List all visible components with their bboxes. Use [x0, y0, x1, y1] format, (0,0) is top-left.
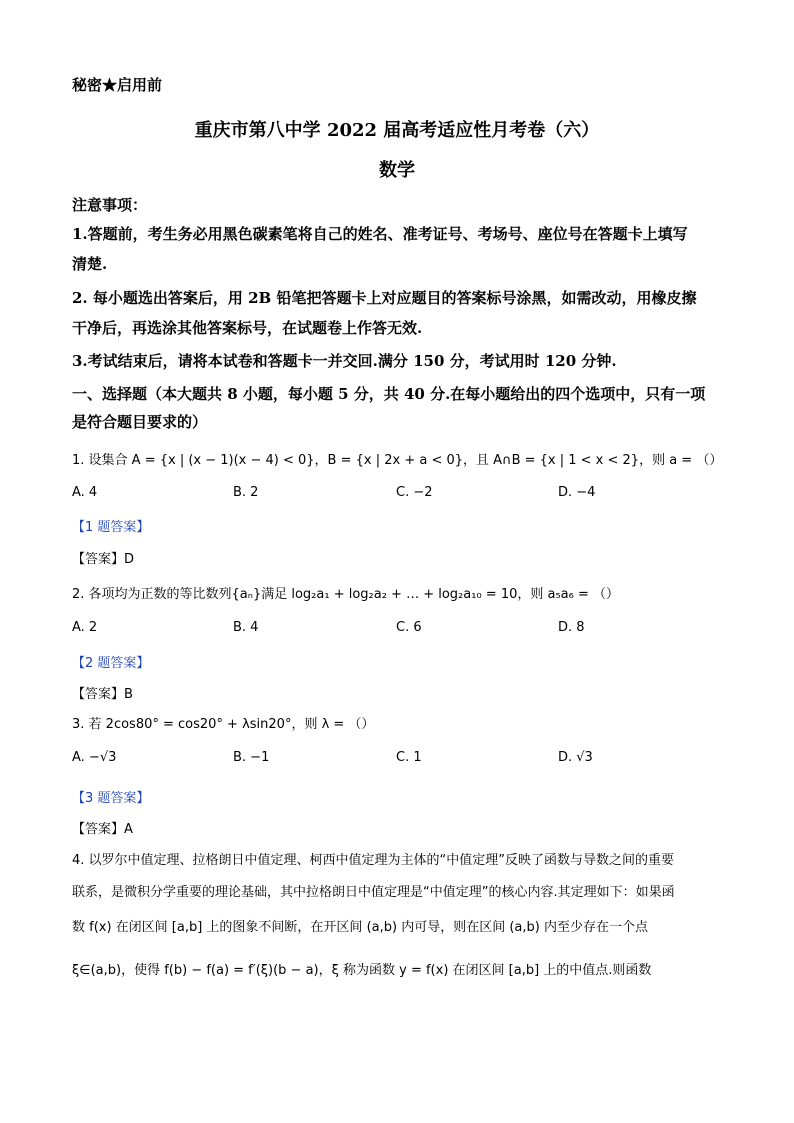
question-2-answer-tag: 【2 题答案】	[72, 656, 150, 671]
question-1-answer: 【答案】D	[72, 552, 135, 567]
question-2-option-a: A. 2	[72, 620, 98, 635]
question-1-option-a: A. 4	[72, 485, 98, 500]
section-heading-line-1: 一、选择题（本大题共 8 小题，每小题 5 分，共 40 分.在每小题给出的四个选项中，只有一项	[72, 385, 706, 403]
question-1-option-b: B. 2	[233, 485, 259, 500]
question-1-option-c: C. −2	[396, 485, 433, 500]
section-heading-line-2: 是符合题目要求的）	[72, 413, 208, 431]
secret-label: 秘密★启用前	[72, 76, 163, 94]
question-4-line-4: ξ∈(a,b)，使得 f(b) − f(a) = f′(ξ)(b − a)，ξ 称为函数 y = f(x) 在闭区间 [a,b] 上的中值点.则函数	[72, 963, 652, 978]
note-2-line-1: 2. 每小题选出答案后，用 2B 铅笔把答题卡上对应题目的答案标号涂黑，如需改动，用橡皮擦	[72, 289, 697, 307]
notes-heading: 注意事项：	[72, 196, 148, 214]
question-2-answer: 【答案】B	[72, 687, 133, 702]
note-1-line-2: 清楚.	[72, 255, 108, 273]
question-3-answer-tag: 【3 题答案】	[72, 791, 150, 806]
note-2-line-2: 干净后，再选涂其他答案标号，在试题卷上作答无效.	[72, 319, 423, 337]
question-3-stem: 3. 若 2cos80° = cos20° + λsin20°，则 λ = （）	[72, 717, 375, 732]
question-3-option-b: B. −1	[233, 750, 270, 765]
question-3-answer: 【答案】A	[72, 822, 133, 837]
page-title: 重庆市第八中学 2022 届高考适应性月考卷（六）	[194, 120, 600, 141]
note-3: 3.考试结束后，请将本试卷和答题卡一并交回.满分 150 分，考试用时 120 分钟.	[72, 352, 617, 370]
question-4-line-3: 数 f(x) 在闭区间 [a,b] 上的图象不间断，在开区间 (a,b) 内可导，则在区间 (a,b) 内至少存在一个点	[72, 920, 648, 935]
question-3-option-a: A. −√3	[72, 750, 117, 765]
question-1-stem: 1. 设集合 A = {x | (x − 1)(x − 4) < 0}，B = {x | 2x + a < 0}，且 A∩B = {x | 1 < x < 2}，则 a = （）	[72, 453, 723, 468]
question-3-option-d: D. √3	[558, 750, 593, 765]
question-3-option-c: C. 1	[396, 750, 422, 765]
question-1-option-d: D. −4	[558, 485, 596, 500]
question-4-line-1: 4. 以罗尔中值定理、拉格朗日中值定理、柯西中值定理为主体的“中值定理”反映了函数与导数之间的重要	[72, 853, 675, 868]
question-2-stem: 2. 各项均为正数的等比数列{aₙ}满足 log₂a₁ + log₂a₂ + … + log₂a₁₀ = 10，则 a₅a₆ = （）	[72, 587, 620, 602]
question-2-option-c: C. 6	[396, 620, 422, 635]
question-2-option-b: B. 4	[233, 620, 259, 635]
note-1-line-1: 1.答题前，考生务必用黑色碳素笔将自己的姓名、准考证号、考场号、座位号在答题卡上填写	[72, 225, 688, 243]
subject-title: 数学	[379, 160, 415, 181]
question-2-option-d: D. 8	[558, 620, 585, 635]
question-4-line-2: 联系，是微积分学重要的理论基础，其中拉格朗日中值定理是“中值定理”的核心内容.其定理如下：如果函	[72, 885, 675, 900]
question-1-answer-tag: 【1 题答案】	[72, 520, 150, 535]
